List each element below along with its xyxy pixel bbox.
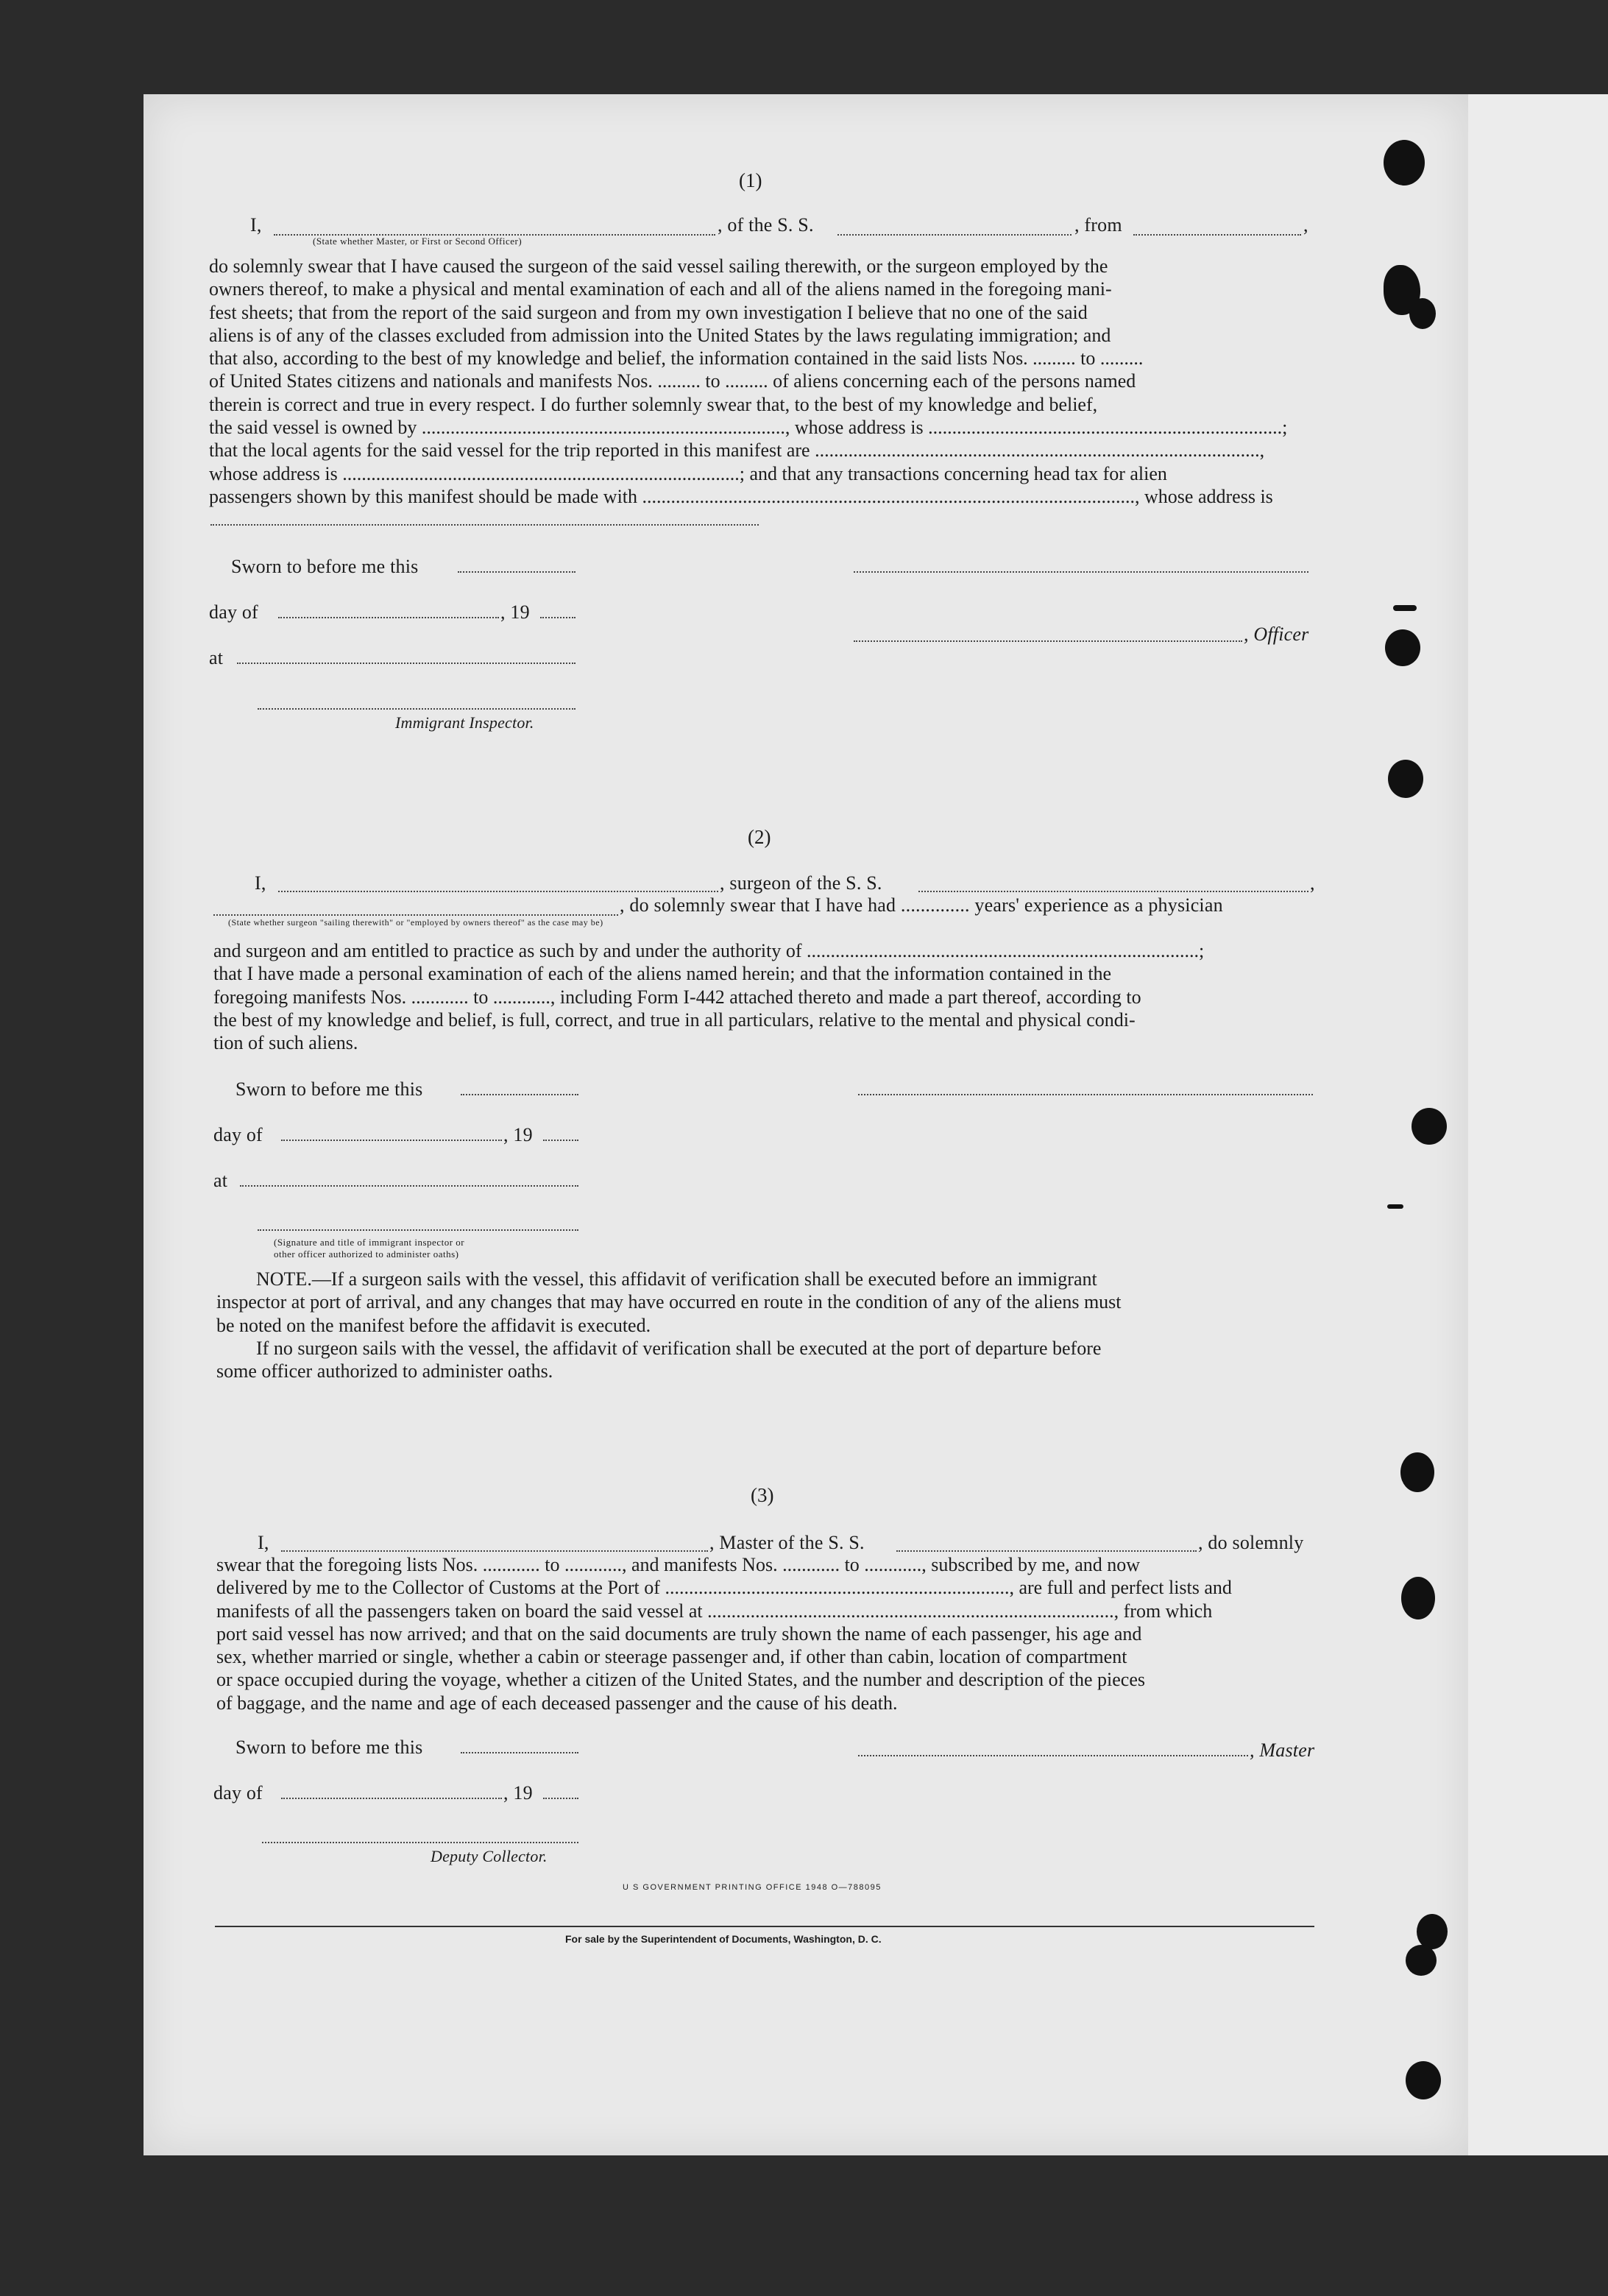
punch-hole [1388, 760, 1423, 798]
at-place-line[interactable] [240, 1185, 578, 1187]
sworn-date-line[interactable] [458, 571, 575, 573]
sworn-label: Sworn to before me this [235, 1078, 423, 1100]
punch-hole [1406, 2061, 1441, 2099]
year-label: , 19 [500, 601, 530, 623]
section-3-oath [216, 1553, 1316, 1714]
year-label: , 19 [503, 1124, 533, 1145]
day-of-label: day of [209, 601, 258, 623]
officer-signature-line[interactable] [854, 571, 1308, 573]
section-1-oath [209, 255, 1310, 508]
oath-line: foregoing manifests Nos. ............ to ............, including Form I-442 attached thereto and made a part thereof, according to [213, 986, 1141, 1008]
oath-line: owners thereof, to make a physical and mental examination of each and all of the aliens named in the foregoing mani- [209, 278, 1112, 300]
binding-mark [1393, 605, 1417, 611]
officer-title-line[interactable] [854, 640, 1242, 642]
day-of-label: day of [213, 1124, 263, 1145]
master-vessel-line[interactable] [896, 1550, 1197, 1552]
year-line[interactable] [540, 617, 575, 618]
year-line[interactable] [543, 1140, 578, 1141]
oath-line: of baggage, and the name and age of each deceased passenger and the cause of his death. [216, 1692, 898, 1714]
inspector-signature-line[interactable] [258, 708, 575, 710]
day-of-label: day of [213, 1782, 263, 1804]
oath-line: manifests of all the passengers taken on board the said vessel at ....................................................................................., from which [216, 1600, 1213, 1622]
experience-text: , do solemnly swear that I have had .............. years' experience as a physician [620, 894, 1223, 916]
officer-hint: (State whether Master, or First or Second Officer) [313, 236, 523, 247]
surgeon-hint: (State whether surgeon "sailing therewith" or "employed by owners thereof" as the case may be) [228, 917, 603, 928]
sworn-label: Sworn to before me this [231, 556, 419, 577]
punch-hole [1400, 1452, 1434, 1492]
verification-note [216, 1268, 1313, 1382]
oath-line: delivered by me to the Collector of Customs at the Port of ........................................................................, are full and perfect lists and [216, 1577, 1232, 1599]
surgeon-signature-line[interactable] [858, 1094, 1313, 1095]
punch-hole [1417, 1914, 1448, 1949]
oath-line: fest sheets; that from the report of the said surgeon and from my own investigation I believe that no one of the said [209, 301, 1088, 323]
signature-note-2: other officer authorized to administer oaths) [274, 1248, 459, 1260]
section-2-oath [213, 939, 1313, 1054]
printer-imprint: U S GOVERNMENT PRINTING OFFICE 1948 O—788095 [623, 1883, 882, 1892]
oath-line: therein is correct and true in every respect. I do further solemnly swear that, to the best of my knowledge and belief, [209, 393, 1098, 415]
oath-line: that the local agents for the said vessel for the trip reported in this manifest are ............................................................................................., [209, 439, 1265, 462]
oath-line: aliens is of any of the classes excluded from admission into the United States by the laws regulating immigration; and [209, 324, 1111, 346]
footer-rule [215, 1926, 1314, 1927]
officer-i-label: I, [250, 214, 262, 236]
deputy-label: Deputy Collector. [431, 1847, 548, 1865]
day-of-line[interactable] [281, 1798, 502, 1799]
sworn-date-line[interactable] [461, 1094, 578, 1095]
signature-note-1: (Signature and title of immigrant inspector or [274, 1237, 465, 1248]
oath-line: of United States citizens and nationals and manifests Nos. ......... to ......... of aliens concerning each of the persons named [209, 370, 1136, 392]
surgeon-of-ss-label: , surgeon of the S. S. [720, 872, 882, 894]
oath-line: sex, whether married or single, whether a cabin or steerage passenger and, if other than cabin, location of compartment [216, 1646, 1127, 1668]
surgeon-vessel-line[interactable] [918, 891, 1308, 892]
surgeon-type-line[interactable] [213, 914, 618, 916]
note-line: some officer authorized to administer oaths. [216, 1360, 553, 1382]
from-port-line[interactable] [1133, 234, 1301, 236]
note-line: NOTE.—If a surgeon sails with the vessel, this affidavit of verification shall be executed before an immigrant [256, 1268, 1097, 1290]
note-line: be noted on the manifest before the affidavit is executed. [216, 1314, 651, 1336]
punch-hole [1409, 298, 1436, 329]
oath-line: swear that the foregoing lists Nos. ............ to ............, and manifests Nos. ............ to ............, subscribed by me, and now [216, 1554, 1141, 1575]
oath-line: and surgeon and am entitled to practice as such by and under the authority of ..................................................................................; [213, 940, 1205, 961]
section-3-heading: (3) [751, 1484, 774, 1506]
sworn-label: Sworn to before me this [235, 1737, 423, 1758]
section-1-heading: (1) [739, 169, 762, 191]
oath-line: that I have made a personal examination of each of the aliens named herein; and that the information contained in the [213, 963, 1112, 985]
oath-line: the said vessel is owned by ............................................................................, whose address is ..........................................................................; [209, 417, 1288, 439]
master-label: , Master [1250, 1739, 1315, 1761]
inspector-label: Immigrant Inspector. [395, 713, 534, 732]
oath-line: or space occupied during the voyage, whether a citizen of the United States, and the number and description of the pieces [216, 1669, 1146, 1691]
at-place-line[interactable] [237, 663, 575, 664]
head-tax-address-line[interactable] [210, 524, 759, 526]
punch-hole [1406, 1945, 1437, 1976]
punch-hole [1385, 629, 1420, 666]
sale-notice: For sale by the Superintendent of Documents, Washington, D. C. [565, 1933, 882, 1945]
note-line: inspector at port of arrival, and any changes that may have occurred en route in the condition of any of the aliens must [216, 1291, 1122, 1313]
oath-line: the best of my knowledge and belief, is full, correct, and true in all particulars, relative to the mental and physical condi- [213, 1009, 1136, 1031]
note-line: If no surgeon sails with the vessel, the affidavit of verification shall be executed at the port of departure before [256, 1337, 1102, 1359]
sworn-date-line[interactable] [461, 1752, 578, 1753]
vessel-name-line[interactable] [837, 234, 1072, 236]
comma: , [1310, 872, 1315, 894]
oath-line: passengers shown by this manifest should be made with ......................................................................................................., whose address is [209, 485, 1273, 507]
do-solemnly-label: , do solemnly [1198, 1532, 1304, 1553]
section-2-heading: (2) [748, 826, 771, 848]
from-label: , from [1074, 214, 1122, 236]
oath-line: that also, according to the best of my knowledge and belief, the information contained in the said lists Nos. ......... to ......... [209, 347, 1144, 370]
punch-hole [1401, 1577, 1435, 1619]
of-ss-label: , of the S. S. [718, 214, 814, 236]
master-of-ss-label: , Master of the S. S. [709, 1532, 865, 1553]
year-line[interactable] [543, 1798, 578, 1799]
oath-line: do solemnly swear that I have caused the surgeon of the said vessel sailing therewith, or the surgeon employed by the [209, 255, 1108, 277]
master-signature-line[interactable] [858, 1755, 1248, 1756]
master-i-label: I, [258, 1532, 269, 1553]
comma: , [1303, 214, 1308, 236]
binding-mark [1387, 1204, 1403, 1209]
punch-hole [1384, 140, 1425, 186]
year-label: , 19 [503, 1782, 533, 1804]
oath-line: whose address is ...................................................................................; and that any transactions concerning head tax for alien [209, 462, 1167, 484]
surgeon-i-label: I, [255, 872, 266, 894]
oath-line: tion of such aliens. [213, 1032, 358, 1054]
oath-line: port said vessel has now arrived; and that on the said documents are truly shown the name of each passenger, his age and [216, 1622, 1142, 1645]
binding-strip [1468, 94, 1608, 2155]
administrator-signature-line[interactable] [258, 1229, 578, 1231]
day-of-line[interactable] [278, 617, 499, 618]
deputy-signature-line[interactable] [262, 1842, 578, 1843]
at-label: at [209, 647, 224, 668]
officer-label: , Officer [1244, 624, 1309, 645]
surgeon-name-line[interactable] [278, 891, 718, 892]
day-of-line[interactable] [281, 1140, 502, 1141]
master-name-line[interactable] [281, 1550, 708, 1552]
at-label: at [213, 1170, 228, 1191]
punch-hole [1412, 1108, 1447, 1145]
